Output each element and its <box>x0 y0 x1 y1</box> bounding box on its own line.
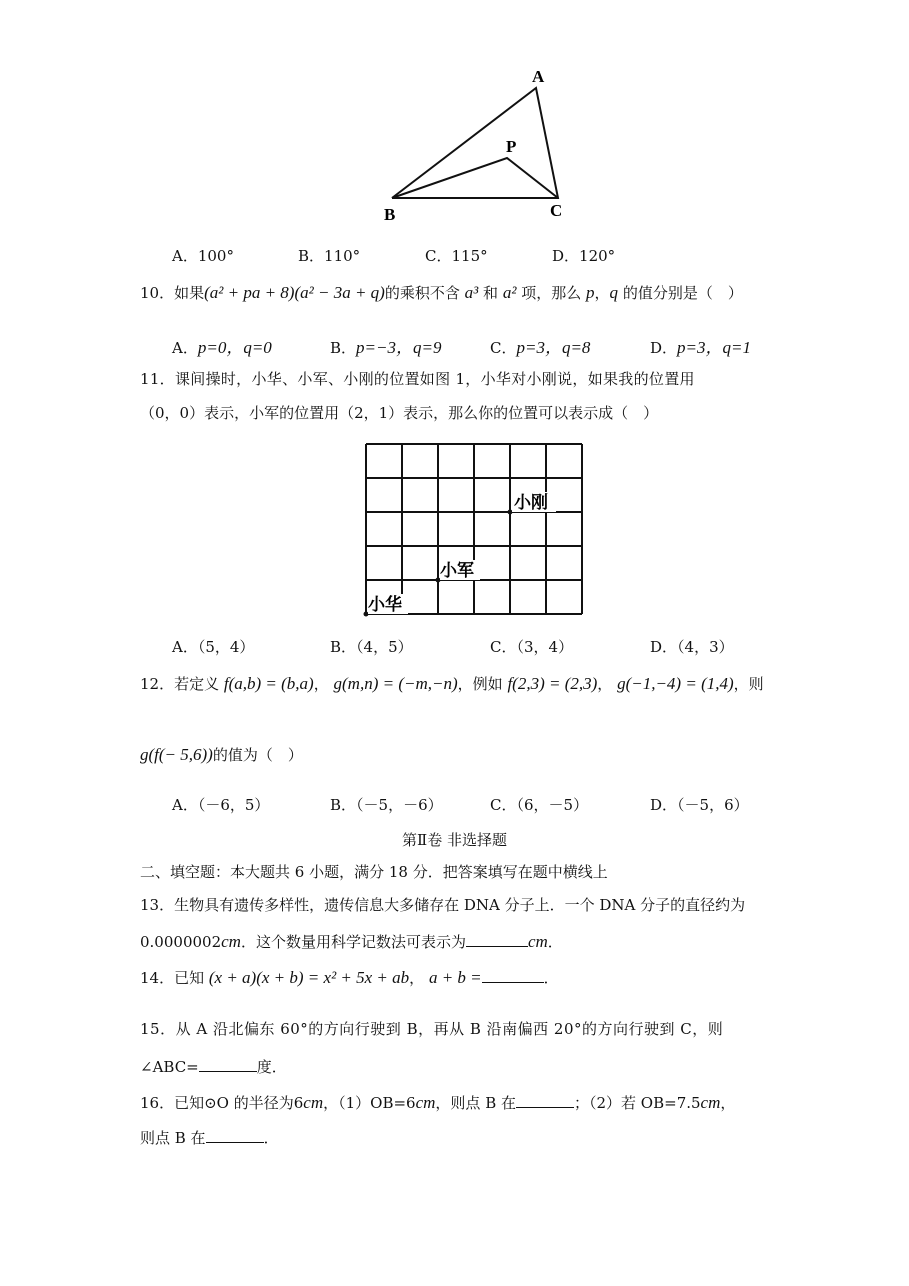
q16-part1: ，（1）OB= <box>323 1094 407 1112</box>
q10-term-a3: a³ <box>464 283 479 302</box>
q15-end: 度． <box>256 1058 287 1076</box>
q16-line2 <box>140 1128 279 1146</box>
q13-unit2: cm <box>527 932 548 951</box>
q15-line2 <box>140 1057 287 1075</box>
q10-var-p: p <box>586 283 595 302</box>
q11-line1: 11．课间操时，小华、小军、小刚的位置如图 1，小华对小刚说，如果我的位置用 <box>140 370 695 388</box>
q12-line2 <box>140 746 303 763</box>
q10-option-a[interactable]: A．p=0，q=0 <box>172 338 272 357</box>
q16-radius: 6 <box>293 1094 304 1112</box>
q16-ob1: 6 <box>406 1094 416 1112</box>
q12-example-text: ，例如 <box>457 675 503 693</box>
vertex-label-p: P <box>506 137 517 156</box>
q16-unit: cm <box>303 1093 324 1112</box>
q12-text: 12．若定义 <box>140 675 220 693</box>
section2-heading: 二、填空题：本大题共 6 小题，满分 18 分．把答案填写在题中横线上 <box>140 863 608 881</box>
q12-def-f: f(a,b) = (b,a) <box>223 674 314 693</box>
vertex-label-b: B <box>384 205 396 224</box>
q13-unit: cm <box>221 932 241 951</box>
q9-option-c[interactable]: C．115° <box>425 247 488 265</box>
q14-expression: (x + a)(x + b) = x² + 5x + ab <box>208 968 410 987</box>
vertex-label-a: A <box>532 67 545 86</box>
q12-example-g: g(−1,−4) = (1,4) <box>617 674 734 693</box>
section2-title: 第Ⅱ卷 非选择题 <box>402 831 507 849</box>
triangle-outline <box>392 88 558 198</box>
q10-term-a2: a² <box>502 283 517 302</box>
q14-ask: a + b = <box>428 968 482 987</box>
q10-stem <box>140 284 743 301</box>
q10-expression: (a² + pa + 8)(a² − 3a + q) <box>204 283 385 302</box>
q16-line2-text: 则点 B 在 <box>140 1129 206 1147</box>
triangle-figure <box>370 60 590 230</box>
q14-answer-blank[interactable] <box>482 968 544 983</box>
q12-option-b[interactable]: B．（－5，－6） <box>330 796 443 814</box>
q16-answer-blank-2[interactable] <box>206 1128 264 1143</box>
q12-expression: g(f(− 5,6)) <box>140 745 213 764</box>
q10-var-q: q <box>609 283 619 302</box>
q10-and: 和 <box>483 284 499 302</box>
q12-sep1: ， <box>313 675 329 693</box>
q16-end: ． <box>263 1129 279 1147</box>
q16-part2-end: ， <box>720 1094 736 1112</box>
q12-stem <box>140 675 764 692</box>
q12-example-f: f(2,3) = (2,3) <box>507 674 598 693</box>
q13-end: ． <box>547 933 563 951</box>
q13-line2 <box>140 932 563 950</box>
q12-option-a[interactable]: A．（－6，5） <box>172 796 270 814</box>
q15-angle: ∠ABC= <box>140 1058 199 1076</box>
q16-unit-1: cm <box>415 1093 436 1112</box>
position-grid <box>360 440 584 620</box>
q16-part2: ；（2）若 OB= <box>573 1094 677 1112</box>
grid-lines <box>366 444 582 614</box>
q14-sep: ， <box>409 969 425 987</box>
q15-line1: 15．从 A 沿北偏东 60°的方向行驶到 B，再从 B 沿南偏西 20°的方向行驶到 C，则 <box>140 1020 724 1038</box>
q11-line2: （0，0）表示，小军的位置用（2，1）表示，那么你的位置可以表示成（ ） <box>140 404 659 422</box>
q9-option-b[interactable]: B．110° <box>298 247 361 265</box>
q12-def-g: g(m,n) = (−m,−n) <box>333 674 458 693</box>
q14-line <box>140 968 559 986</box>
q10-option-c[interactable]: C．p=3，q=8 <box>490 338 591 357</box>
q11-option-c[interactable]: C．（3，4） <box>490 638 574 656</box>
q9-option-a[interactable]: A．100° <box>172 247 234 265</box>
q10-text-mid2: 项，那么 <box>521 284 582 302</box>
q10-text-mid: 的乘积不含 <box>384 284 460 302</box>
point-xiaogang <box>508 510 513 515</box>
q11-option-a[interactable]: A．（5，4） <box>172 638 255 656</box>
q16-line1 <box>140 1093 735 1111</box>
q12-line2-text: 的值为（ ） <box>212 746 303 764</box>
q12-then: ，则 <box>733 675 764 693</box>
q16-unit-2: cm <box>700 1093 721 1112</box>
q12-sep2: ， <box>597 675 613 693</box>
q10-number: 10． <box>140 284 175 302</box>
q10-option-b[interactable]: B．p=−3，q=9 <box>330 338 442 357</box>
q12-option-c[interactable]: C．（6，－5） <box>490 796 589 814</box>
q13-line1: 13．生物具有遗传多样性，遗传信息大多储存在 DNA 分子上．一个 DNA 分子的直径约为 <box>140 896 746 914</box>
label-xiaogang: 小刚 <box>514 493 548 513</box>
q9-option-d[interactable]: D．120° <box>552 247 616 265</box>
q10-text-end: 的值分别是（ ） <box>622 284 743 302</box>
q10-option-d[interactable]: D．p=3，q=1 <box>650 338 751 357</box>
q11-option-b[interactable]: B．（4，5） <box>330 638 413 656</box>
q10-text: 如果 <box>174 284 205 302</box>
q10-comma: ， <box>594 284 610 302</box>
q16-prefix: 16．已知⊙O 的半径为 <box>140 1094 294 1112</box>
q15-answer-blank[interactable] <box>199 1057 257 1072</box>
q13-text: ．这个数量用科学记数法可表示为 <box>240 933 466 951</box>
label-xiaohua: 小华 <box>368 595 402 615</box>
q14-end: ． <box>543 969 559 987</box>
q16-part1b: ，则点 B 在 <box>435 1094 516 1112</box>
q13-value: 0.0000002 <box>140 933 222 951</box>
q13-answer-blank[interactable] <box>466 932 528 947</box>
q16-answer-blank-1[interactable] <box>516 1093 574 1108</box>
q16-ob2: 7.5 <box>676 1094 701 1112</box>
q11-option-d[interactable]: D．（4，3） <box>650 638 734 656</box>
vertex-label-c: C <box>550 201 563 220</box>
q14-prefix: 14．已知 <box>140 969 205 987</box>
q12-option-d[interactable]: D．（－5，6） <box>650 796 749 814</box>
label-xiaojun: 小军 <box>440 561 474 581</box>
